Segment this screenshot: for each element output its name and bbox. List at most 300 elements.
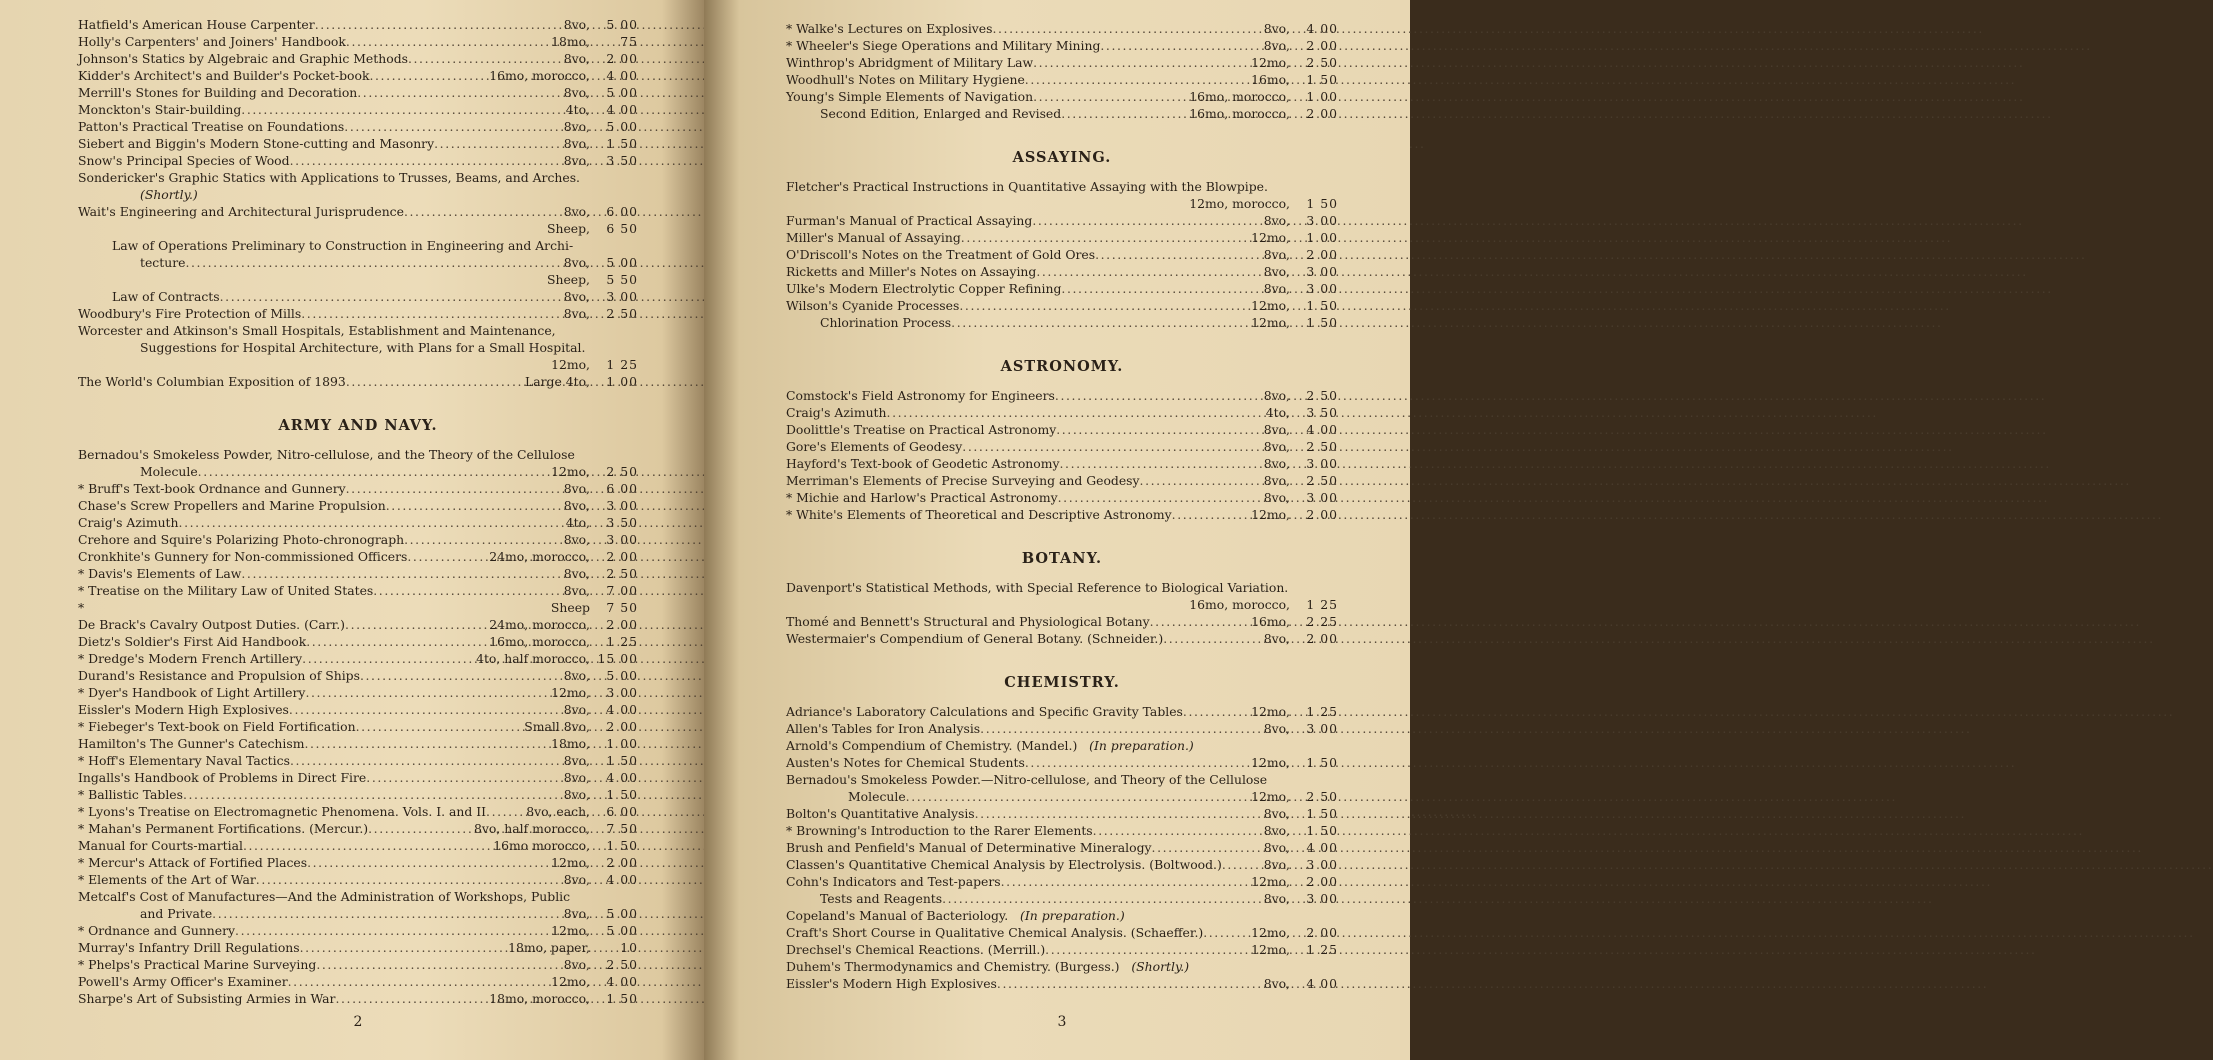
catalog-entry: [78, 50, 638, 67]
entry-title: Crehore and Squire's Polarizing Photo-chronograph: [78, 532, 405, 547]
leader-dots: [300, 939, 507, 956]
catalog-entry: [78, 135, 638, 152]
entry-title: * Fiebeger's Text-book on Field Fortification: [78, 719, 356, 734]
section-heading: ASTRONOMY.: [1000, 358, 1124, 375]
entry-title: Young's Simple Elements of Navigation: [786, 89, 1034, 104]
entry-title: Ricketts and Miller's Notes on Assaying: [786, 264, 1037, 279]
catalog-entry: [78, 990, 638, 1007]
entry-price: 6 00: [606, 481, 638, 496]
entry-list: [786, 975, 1338, 992]
entry-title: O'Driscoll's Notes on the Treatment of Gold Ores: [786, 247, 1096, 262]
leader-dots: [1183, 703, 1250, 720]
catalog-entry: [78, 67, 638, 84]
entry-list: [786, 20, 1338, 122]
catalog-entry: [78, 599, 638, 616]
catalog-line: Suggestions for Hospital Architecture, with Plans for a Small Hospital.: [140, 340, 586, 355]
entry-format: 8vo,: [1263, 21, 1290, 36]
entry-format: Sheep: [550, 600, 590, 615]
entry-format: 8vo,: [563, 17, 590, 32]
catalog-entry: [786, 246, 1338, 263]
leader-dots: [486, 803, 525, 820]
entry-title: tecture: [140, 255, 186, 270]
entry-price: 1 50: [1306, 196, 1338, 211]
entry-price: 1 25: [1306, 704, 1338, 719]
catalog-note: (In preparation.): [1020, 908, 1125, 923]
entry-price: 4 00: [606, 102, 638, 117]
entry-price: 75: [620, 34, 638, 49]
leader-dots: [256, 871, 563, 888]
leader-dots: [235, 922, 550, 939]
entry-price: 6 50: [606, 221, 638, 236]
entry-price: 1 50: [1306, 72, 1338, 87]
entry-format: 4to,: [565, 515, 590, 530]
entry-format: 4to, half morocco,: [476, 651, 590, 666]
leader-dots: [1032, 212, 1262, 229]
leader-dots: [1095, 246, 1263, 263]
leader-dots: [1061, 105, 1188, 122]
entry-title: Ingalls's Handbook of Problems in Direct Fire: [78, 770, 367, 785]
leader-dots: [243, 837, 492, 854]
entry-list: [78, 356, 638, 390]
entry-price: 1 50: [1306, 315, 1338, 330]
entry-title: Wait's Engineering and Architectural Jurisprudence: [78, 204, 404, 219]
entry-price: 5 00: [606, 17, 638, 32]
entry-title: Dietz's Soldier's First Aid Handbook: [78, 634, 307, 649]
leader-dots: [304, 735, 550, 752]
catalog-entry: [786, 975, 1338, 992]
entry-price: 1 00: [1306, 89, 1338, 104]
leader-dots: [961, 229, 1250, 246]
catalog-entry: [786, 720, 1338, 737]
entry-price: 1 50: [606, 136, 638, 151]
entry-format: 12mo,: [551, 357, 590, 372]
leader-dots: [316, 956, 562, 973]
entry-title: and Private: [140, 906, 213, 921]
entry-format: 12mo, morocco,: [1189, 196, 1290, 211]
entry-format: 8vo,: [563, 668, 590, 683]
entry-price: 1 50: [1306, 823, 1338, 838]
catalog-entry: [786, 20, 1338, 37]
catalog-entry: [78, 803, 638, 820]
entry-list: [786, 387, 1338, 523]
entry-price: 1 25: [606, 634, 638, 649]
entry-format: 8vo,: [563, 255, 590, 270]
catalog-entry: [786, 822, 1338, 839]
leader-dots: [1058, 489, 1263, 506]
entry-title: *: [78, 600, 85, 615]
leader-dots: [335, 990, 488, 1007]
entry-format: 8vo,: [563, 532, 590, 547]
entry-format: 8vo,: [563, 566, 590, 581]
entry-price: 3 00: [606, 685, 638, 700]
entry-title: * Dyer's Handbook of Light Artillery: [78, 685, 306, 700]
entry-price: 3 00: [1306, 721, 1338, 736]
entry-title: Brush and Penfield's Manual of Determinative Mineralogy: [786, 840, 1152, 855]
catalog-entry: [78, 220, 638, 237]
entry-title: * Davis's Elements of Law: [78, 566, 242, 581]
catalog-entry: [786, 703, 1338, 720]
entry-price: 2 50: [1306, 388, 1338, 403]
leader-dots: [1100, 37, 1262, 54]
catalog-entry: [786, 37, 1338, 54]
entry-price: 1 50: [606, 838, 638, 853]
catalog-entry: [786, 924, 1338, 941]
entry-title: * Ordnance and Gunnery: [78, 923, 236, 938]
page-number: 3: [1057, 1014, 1067, 1030]
entry-price: 1 50: [1306, 298, 1338, 313]
leader-dots: [368, 820, 473, 837]
entry-price: 6 00: [606, 804, 638, 819]
entry-title: * White's Elements of Theoretical and Descriptive Astronomy: [786, 507, 1172, 522]
catalog-entry: [78, 871, 638, 888]
entry-format: Large 4to,: [524, 374, 590, 389]
entry-format: 8vo,: [1263, 823, 1290, 838]
catalog-entry: [78, 84, 638, 101]
entry-price: 2 50: [606, 306, 638, 321]
entry-list: [786, 754, 1338, 771]
entry-price: 2 50: [1306, 439, 1338, 454]
entry-format: 16mo, morocco,: [1189, 89, 1290, 104]
entry-price: 1 50: [606, 753, 638, 768]
entry-price: 2 00: [606, 549, 638, 564]
leader-dots: [1060, 455, 1263, 472]
entry-title: Westermaier's Compendium of General Botany. (Schneider.): [786, 631, 1164, 646]
catalog-note: (Shortly.): [140, 187, 198, 202]
catalog-entry: [78, 497, 638, 514]
entry-format: Sheep,: [546, 272, 590, 287]
entry-format: 8vo,: [1263, 631, 1290, 646]
entry-title: * Lyons's Treatise on Electromagnetic Phenomena. Vols. I. and II: [78, 804, 487, 819]
entry-price: 2 50: [606, 566, 638, 581]
entry-price: 4 00: [1306, 422, 1338, 437]
entry-list: [78, 16, 638, 169]
entry-price: 15 00: [597, 651, 638, 666]
entry-format: 8vo,: [563, 753, 590, 768]
entry-title: Craft's Short Course in Qualitative Chemical Analysis. (Schaeffer.): [786, 925, 1204, 940]
entry-format: 8vo,: [1263, 490, 1290, 505]
entry-price: 3 00: [1306, 456, 1338, 471]
catalog-entry: [786, 489, 1338, 506]
catalog-entry: [78, 373, 638, 390]
entry-price: 2 00: [606, 855, 638, 870]
leader-dots: [185, 254, 562, 271]
entry-list: [786, 703, 1338, 737]
catalog-line: Law of Operations Preliminary to Construction in Engineering and Archi-: [112, 238, 574, 253]
entry-format: 16mo, morocco,: [1189, 597, 1290, 612]
entry-format: 8vo,: [563, 289, 590, 304]
entry-title: * Browning's Introduction to the Rarer Elements: [786, 823, 1093, 838]
entry-price: 3 00: [1306, 264, 1338, 279]
entry-format: 12mo,: [1251, 55, 1290, 70]
entry-price: 3 00: [1306, 891, 1338, 906]
entry-list: [78, 905, 638, 1007]
leader-dots: [404, 531, 563, 548]
entry-list: [786, 788, 1338, 907]
catalog-line: Davenport's Statistical Methods, with Special Reference to Biological Variation.: [786, 580, 1289, 595]
entry-price: 1 00: [606, 736, 638, 751]
leader-dots: [1055, 387, 1263, 404]
entry-price: 4 00: [606, 872, 638, 887]
leader-dots: [346, 373, 524, 390]
entry-title: Hamilton's The Gunner's Catechism: [78, 736, 305, 751]
catalog-entry: [78, 769, 638, 786]
leader-dots: [1150, 613, 1250, 630]
entry-title: * Ballistic Tables: [78, 787, 183, 802]
catalog-entry: [78, 701, 638, 718]
entry-format: 8vo,: [563, 583, 590, 598]
entry-format: 16mo, morocco,: [1189, 106, 1290, 121]
catalog-entry: [786, 873, 1338, 890]
entry-price: 2 50: [606, 957, 638, 972]
entry-title: * Dredge's Modern French Artillery: [78, 651, 303, 666]
catalog-entry: [786, 506, 1338, 523]
entry-format: 16mo,: [1251, 614, 1290, 629]
entry-format: 18mo,: [551, 34, 590, 49]
catalog-entry: [786, 105, 1338, 122]
catalog-entry: [78, 16, 638, 33]
entry-price: 3 50: [606, 153, 638, 168]
entry-format: 8vo,: [563, 957, 590, 972]
entry-format: 18mo,: [551, 736, 590, 751]
entry-price: 5 00: [606, 668, 638, 683]
entry-title: * Treatise on the Military Law of United States: [78, 583, 374, 598]
catalog-entry: [78, 118, 638, 135]
entry-price: 2 00: [1306, 507, 1338, 522]
entry-title: * Phelps's Practical Marine Surveying: [78, 957, 317, 972]
leader-dots: [183, 786, 563, 803]
entry-price: 3 50: [606, 515, 638, 530]
entry-title: Craig's Azimuth: [78, 515, 179, 530]
leader-dots: [345, 616, 488, 633]
catalog-entry: [786, 941, 1338, 958]
leader-dots: [346, 33, 550, 50]
catalog-entry: [78, 514, 638, 531]
catalog-entry: [786, 788, 1338, 805]
leader-dots: [306, 633, 488, 650]
entry-list: [786, 924, 1338, 958]
catalog-entry: [78, 956, 638, 973]
entry-title: * Bruff's Text-book Ordnance and Gunnery: [78, 481, 346, 496]
entry-title: Kidder's Architect's and Builder's Pocket-book: [78, 68, 370, 83]
entry-list: [78, 254, 638, 322]
entry-format: 8vo,: [1263, 806, 1290, 821]
catalog-entry: [78, 718, 638, 735]
entry-price: 3 00: [1306, 857, 1338, 872]
leader-dots: [434, 135, 563, 152]
entry-title: Hayford's Text-book of Geodetic Astronomy: [786, 456, 1060, 471]
leader-dots: [346, 480, 563, 497]
catalog-entry: [786, 314, 1338, 331]
leader-dots: [241, 101, 564, 118]
catalog-line: Metcalf's Cost of Manufactures—And the Administration of Workshops, Public: [78, 889, 571, 904]
entry-title: Monckton's Stair-building: [78, 102, 242, 117]
catalog-line: Bernadou's Smokeless Powder.—Nitro-cellulose, and Theory of the Cellulose: [786, 772, 1268, 787]
entry-price: 3 00: [1306, 281, 1338, 296]
leader-dots: [369, 67, 488, 84]
entry-price: 6 00: [606, 204, 638, 219]
catalog-entry: [78, 939, 638, 956]
entry-format: 8vo,: [1263, 456, 1290, 471]
entry-format: 12mo,: [1251, 755, 1290, 770]
entry-price: 3 00: [1306, 490, 1338, 505]
leader-dots: [290, 752, 563, 769]
entry-format: 12mo,: [551, 685, 590, 700]
leader-dots: [1036, 263, 1262, 280]
entry-title: Comstock's Field Astronomy for Engineers: [786, 388, 1055, 403]
catalog-entry: [786, 71, 1338, 88]
entry-title: Winthrop's Abridgment of Military Law: [786, 55, 1034, 70]
catalog-entry: [78, 271, 638, 288]
leader-dots: [980, 720, 1263, 737]
leader-dots: [373, 582, 562, 599]
entry-price: 2 00: [1306, 925, 1338, 940]
entry-price: 4 00: [606, 770, 638, 785]
leader-dots: [356, 718, 524, 735]
entry-title: Merrill's Stones for Building and Decoration: [78, 85, 358, 100]
catalog-note: (In preparation.): [1089, 738, 1194, 753]
leader-dots: [302, 650, 475, 667]
entry-list: [78, 203, 638, 237]
entry-title: Austen's Notes for Chemical Students: [786, 755, 1025, 770]
catalog-entry: [78, 786, 638, 803]
entry-format: 12mo,: [1251, 874, 1290, 889]
catalog-line-text: Copeland's Manual of Bacteriology.: [786, 908, 1009, 923]
catalog-entry: [78, 667, 638, 684]
entry-price: 3 00: [606, 289, 638, 304]
catalog-entry: [78, 152, 638, 169]
catalog-entry: [786, 54, 1338, 71]
catalog-entry: [78, 582, 638, 599]
entry-format: 18mo, paper,: [508, 940, 590, 955]
entry-title: Allen's Tables for Iron Analysis: [786, 721, 981, 736]
leader-dots: [1033, 88, 1188, 105]
entry-title: Hatfield's American House Carpenter: [78, 17, 315, 32]
entry-title: Wilson's Cyanide Processes: [786, 298, 960, 313]
catalog-entry: [78, 101, 638, 118]
entry-format: 8vo,: [563, 498, 590, 513]
catalog-entry: [78, 633, 638, 650]
leader-dots: [1222, 856, 1263, 873]
entry-title: Eissler's Modern High Explosives: [78, 702, 289, 717]
entry-title: Chase's Screw Propellers and Marine Propulsion: [78, 498, 386, 513]
entry-title: Powell's Army Officer's Examiner: [78, 974, 288, 989]
catalog-line: Bernadou's Smokeless Powder, Nitro-cellulose, and the Theory of the Cellulose: [78, 447, 575, 462]
leader-dots: [887, 404, 1265, 421]
leader-dots: [305, 684, 550, 701]
entry-format: 8vo,: [1263, 976, 1290, 991]
entry-format: 8vo,: [1263, 247, 1290, 262]
entry-title: Patton's Practical Treatise on Foundations: [78, 119, 345, 134]
leader-dots: [975, 805, 1263, 822]
entry-format: 8vo,: [1263, 388, 1290, 403]
entry-title: * Elements of the Art of War: [78, 872, 256, 887]
entry-format: 4to,: [1265, 405, 1290, 420]
entry-title: Johnson's Statics by Algebraic and Graphic Methods: [78, 51, 408, 66]
entry-format: 8vo,: [1263, 439, 1290, 454]
leader-dots: [290, 152, 563, 169]
entry-price: 5 50: [606, 272, 638, 287]
leader-dots: [386, 497, 563, 514]
entry-price: 10: [620, 940, 638, 955]
entry-format: 8vo,: [563, 85, 590, 100]
leader-dots: [1163, 630, 1262, 647]
entry-format: 8vo,: [1263, 422, 1290, 437]
catalog-entry: [786, 839, 1338, 856]
catalog-entry: [78, 305, 638, 322]
leader-dots: [301, 305, 562, 322]
entry-format: 8vo,: [563, 204, 590, 219]
entry-title: Cohn's Indicators and Test-papers: [786, 874, 1001, 889]
leader-dots: [997, 975, 1263, 992]
right-page: [704, 0, 1410, 1060]
catalog-entry: [78, 837, 638, 854]
catalog-entry: [786, 455, 1338, 472]
catalog-entry: [786, 229, 1338, 246]
left-page: [0, 0, 704, 1060]
entry-format: 8vo,: [563, 136, 590, 151]
catalog-entry: [786, 596, 1338, 613]
entry-title: Molecule: [140, 464, 198, 479]
entry-title: Chlorination Process: [820, 315, 952, 330]
entry-format: 8vo,: [563, 787, 590, 802]
catalog-entry: [786, 280, 1338, 297]
entry-format: Sheep,: [546, 221, 590, 236]
catalog-entry: [78, 616, 638, 633]
entry-format: Small 8vo,: [524, 719, 590, 734]
entry-price: 4 00: [606, 974, 638, 989]
entry-price: 2 00: [606, 719, 638, 734]
entry-list: [786, 596, 1338, 647]
entry-price: 2 00: [1306, 247, 1338, 262]
entry-format: 8vo,: [1263, 281, 1290, 296]
section-heading: CHEMISTRY.: [1004, 674, 1120, 691]
leader-dots: [962, 438, 1262, 455]
entry-price: 1 25: [1306, 597, 1338, 612]
entry-price: 2 50: [1306, 473, 1338, 488]
entry-price: 2 50: [1306, 55, 1338, 70]
entry-price: 2 00: [1306, 874, 1338, 889]
entry-format: 12mo,: [1251, 230, 1290, 245]
entry-format: 24mo, morocco,: [489, 617, 590, 632]
entry-price: 2 00: [606, 617, 638, 632]
entry-format: 8vo,: [563, 306, 590, 321]
entry-price: 1 50: [606, 991, 638, 1006]
catalog-entry: [786, 890, 1338, 907]
catalog-entry: [786, 421, 1338, 438]
entry-price: 5 00: [606, 906, 638, 921]
entry-format: 12mo,: [1251, 942, 1290, 957]
entry-format: 18mo, morocco,: [489, 991, 590, 1006]
entry-title: Classen's Quantitative Chemical Analysis by Electrolysis. (Boltwood.): [786, 857, 1222, 872]
entry-format: 8vo,: [563, 872, 590, 887]
entry-price: 1 50: [1306, 806, 1338, 821]
entry-title: Cronkhite's Gunnery for Non-commissioned Officers: [78, 549, 408, 564]
catalog-entry: [78, 203, 638, 220]
entry-format: 12mo,: [551, 464, 590, 479]
section-heading: ASSAYING.: [1012, 149, 1112, 166]
entry-format: 12mo,: [1251, 507, 1290, 522]
entry-title: Second Edition, Enlarged and Revised: [820, 106, 1062, 121]
catalog-entry: [78, 531, 638, 548]
entry-format: 8vo,: [563, 770, 590, 785]
entry-title: Murray's Infantry Drill Regulations: [78, 940, 300, 955]
entry-title: Ulke's Modern Electrolytic Copper Refining: [786, 281, 1062, 296]
catalog-entry: [78, 820, 638, 837]
entry-price: 2 00: [1306, 106, 1338, 121]
entry-title: Merriman's Elements of Precise Surveying and Geodesy: [786, 473, 1140, 488]
leader-dots: [307, 854, 550, 871]
entry-price: 4 00: [1306, 976, 1338, 991]
